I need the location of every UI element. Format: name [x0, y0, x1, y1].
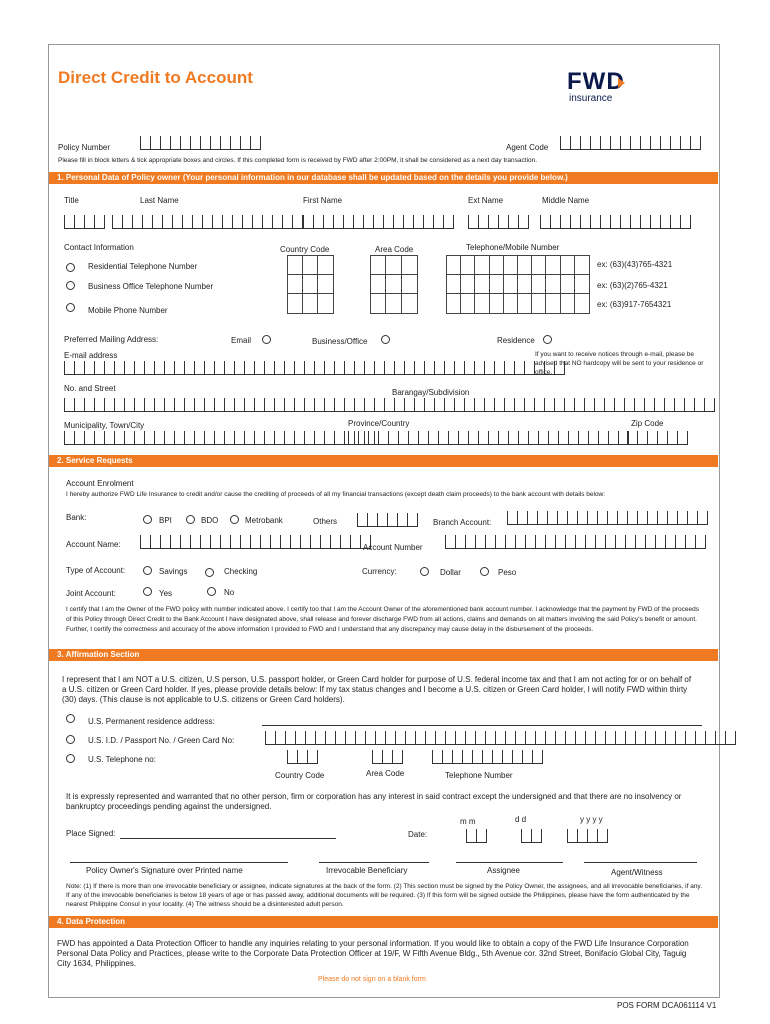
us-id-boxes[interactable]	[265, 731, 736, 745]
us-id-radio[interactable]	[66, 735, 75, 744]
street-boxes[interactable]	[64, 398, 715, 412]
represent-text: I represent that I am NOT a U.S. citizen, U.S person, U.S. passport holder, or Green Card holder for purpose of U.S. federal income tax and that I am not acting for or on behalf of a U.S. citizen or Green Card holder. If yes, please provide details below: If my tax status changes and I become a U.S. citizen or Green Card holder, I will notify FWD within thirty (30) days. (This clause is not applicable to U.S. citizens or Green Card holders).	[62, 675, 692, 704]
contact-info-label: Contact Information	[64, 243, 134, 252]
bpi-label: BPI	[159, 516, 172, 525]
bdo-radio[interactable]	[186, 515, 195, 524]
email-notice: If you want to receive notices through e-mail, please be advised that NO hardcopy will be sent to your residence or office.	[535, 351, 704, 376]
assignee-signature-label: Assignee	[487, 866, 520, 875]
business-label: Business Office Telephone Number	[88, 282, 214, 291]
province-boxes[interactable]	[348, 431, 629, 445]
policy-number-boxes[interactable]	[140, 136, 261, 150]
peso-radio[interactable]	[480, 567, 489, 576]
us-telephone-boxes[interactable]	[432, 750, 543, 764]
account-enrolment-label: Account Enrolment	[66, 479, 134, 488]
account-number-boxes[interactable]	[445, 535, 706, 549]
savings-label: Savings	[159, 567, 188, 576]
form-code: POS FORM DCA061114 V1	[617, 1001, 717, 1010]
example-residential: ex: (63)(43)765-4321	[597, 260, 673, 269]
logo-triangle-icon	[618, 78, 625, 88]
bpi-radio[interactable]	[143, 515, 152, 524]
savings-radio[interactable]	[143, 566, 152, 575]
peso-label: Peso	[498, 568, 517, 577]
mobile-label: Mobile Phone Number	[88, 306, 168, 315]
section3-bar: 3. Affirmation Section	[49, 649, 718, 661]
agent-signature-line[interactable]	[584, 862, 697, 863]
us-area-code-boxes[interactable]	[372, 750, 403, 764]
metrobank-label: Metrobank	[245, 516, 283, 525]
us-tel-label: U.S. Telephone no:	[88, 755, 156, 764]
authorize-text: I hereby authorize FWD Life Insurance to credit and/or cause the crediting of proceeds of all my financial transactions (except death claim proceeds) to the bank account with details below:	[66, 491, 606, 498]
checking-radio[interactable]	[205, 568, 214, 577]
last-name-boxes[interactable]	[112, 215, 303, 229]
section4-bar: 4. Data Protection	[49, 916, 718, 928]
email-address-label: E-mail address	[64, 351, 118, 360]
dollar-radio[interactable]	[420, 567, 429, 576]
date-yyyy-label: y y y y	[580, 815, 603, 824]
example-mobile: ex: (63)917-7654321	[597, 300, 672, 309]
area-code-label: Area Code	[375, 245, 414, 254]
us-address-radio[interactable]	[66, 714, 75, 723]
joint-no-radio[interactable]	[207, 587, 216, 596]
date-label: Date:	[408, 830, 428, 839]
agent-signature-label: Agent/Witness	[611, 868, 663, 877]
date-yyyy-boxes[interactable]	[567, 829, 608, 843]
data-protection-text: FWD has appointed a Data Protection Officer to handle any inquiries relating to your personal information. If you would like to obtain a copy of the FWD Life Insurance Corporation Personal Data Policy and Practices, please write to the Corporate Data Protection Officer at 19/F, W Fifth Avenue Bldg., 5th Avenue cor. 32nd Street, Bonifacio Global City, Taguig City 1634, Philippines.	[57, 939, 689, 968]
logo-subtext: insurance	[569, 93, 613, 104]
beneficiary-signature-label: Irrevocable Beneficiary	[326, 866, 408, 875]
municipality-label: Municipality, Town/City	[64, 421, 145, 430]
ext-name-label: Ext Name	[468, 196, 504, 205]
date-mm-boxes[interactable]	[466, 829, 487, 843]
instructions: Please fill in block letters & tick appropriate boxes and circles. If this completed form is received by FWD after 2:00PM, it shall be considered as a next day transaction.	[58, 157, 538, 164]
last-name-label: Last Name	[140, 196, 179, 205]
zip-boxes[interactable]	[627, 431, 688, 445]
account-number-label: Account Number	[363, 543, 423, 552]
policy-number-label: Policy Number	[58, 143, 111, 152]
country-code-label: Country Code	[280, 245, 330, 254]
business-option-radio[interactable]	[381, 335, 390, 344]
branch-account-boxes[interactable]	[507, 511, 708, 525]
telephone-mobile-label: Telephone/Mobile Number	[466, 243, 560, 252]
email-option-label: Email	[231, 336, 252, 345]
joint-yes-label: Yes	[159, 589, 173, 598]
date-dd-boxes[interactable]	[521, 829, 542, 843]
bank-label: Bank:	[66, 513, 87, 522]
owner-signature-label: Policy Owner's Signature over Printed name	[86, 866, 243, 875]
agent-code-boxes[interactable]	[560, 136, 701, 150]
warranted-text: It is expressly represented and warranted that no other person, firm or corporation has any interest in said contract except the undersigned and that there are no insolvency or bankruptcy proceedings pending against the undersigned.	[66, 792, 682, 811]
joint-no-label: No	[224, 588, 235, 597]
beneficiary-signature-line[interactable]	[319, 862, 429, 863]
currency-label: Currency:	[362, 567, 397, 576]
telephone-grid[interactable]	[446, 255, 590, 314]
account-name-boxes[interactable]	[140, 535, 371, 549]
us-tel-radio[interactable]	[66, 754, 75, 763]
residence-option-radio[interactable]	[543, 335, 552, 344]
zip-label: Zip Code	[631, 419, 664, 428]
others-label: Others	[313, 517, 338, 526]
joint-yes-radio[interactable]	[143, 587, 152, 596]
section1-bar: 1. Personal Data of Policy owner (Your personal information in our database shall be updated based on the details you provide below.)	[49, 172, 718, 184]
middle-name-label: Middle Name	[542, 196, 590, 205]
others-boxes[interactable]	[357, 513, 418, 527]
mobile-radio[interactable]	[66, 303, 75, 312]
place-signed-line[interactable]	[120, 838, 336, 839]
us-country-code-boxes[interactable]	[287, 750, 318, 764]
dollar-label: Dollar	[440, 568, 461, 577]
first-name-boxes[interactable]	[303, 215, 454, 229]
barangay-label: Barangay/Subdivision	[392, 388, 470, 397]
middle-name-boxes[interactable]	[540, 215, 691, 229]
preferred-mailing-label: Preferred Mailing Address:	[64, 335, 159, 344]
us-address-label: U.S. Permanent residence address:	[88, 717, 215, 726]
blank-form-warning: Please do not sign on a blank form	[318, 976, 426, 983]
date-dd-label: d d	[515, 815, 527, 824]
certify-text: I certify that I am the Owner of the FWD policy with number indicated above. I certify too that I am the Account Owner of the aforementioned bank account number. I acknowledge that the payment by FWD of the proceeds of this Policy through Direct Credit to the Bank Account I have designated above, shall release and forever discharge FWD from all actions, claims and demands on all matters involving the said Policy's benefit or amount. Further, I certify the correctness and accuracy of the above information I provided to FWD and I understand that any discrepancy may cause delay in the disbursement of the proceeds.	[66, 606, 699, 633]
us-id-label: U.S. I.D. / Passport No. / Green Card No:	[88, 736, 235, 745]
us-address-line[interactable]	[262, 725, 702, 726]
form-title: Direct Credit to Account	[58, 68, 253, 87]
area-code-grid[interactable]	[370, 255, 418, 314]
account-name-label: Account Name:	[66, 540, 121, 549]
title-label: Title	[64, 196, 79, 205]
residential-label: Residential Telephone Number	[88, 262, 198, 271]
owner-signature-line[interactable]	[70, 862, 288, 863]
country-code-grid[interactable]	[287, 255, 334, 314]
first-name-label: First Name	[303, 196, 343, 205]
example-business: ex: (63)(2)765-4321	[597, 281, 668, 290]
title-boxes[interactable]	[64, 215, 105, 229]
checking-label: Checking	[224, 567, 258, 576]
no-street-label: No. and Street	[64, 384, 116, 393]
us-country-code-label: Country Code	[275, 771, 325, 780]
logo-text: FWD	[567, 68, 625, 95]
email-address-boxes[interactable]	[64, 361, 565, 375]
us-telephone-label: Telephone Number	[445, 771, 513, 780]
date-mm-label: m m	[460, 817, 476, 826]
section2-bar: 2. Service Requests	[49, 455, 718, 467]
agent-code-label: Agent Code	[506, 143, 549, 152]
signature-note: Note: (1) If there is more than one irrevocable beneficiary or assignee, indicate signatures at the back of the form. (2) This section must be signed by the Policy Owner, the assignees, and all irrevocable beneficiaries, if any. If any of the irrevocable beneficiaries is below 18 years of age or has passed away, additional documents will be required. (3) If this form will be signed outside the Philippines, please have the form authenticated by the nearest Philippine Consul in your locality. (4) The witness should be a disinterested adult person.	[66, 883, 703, 908]
residence-option-label: Residence	[497, 336, 535, 345]
fwd-logo	[567, 70, 639, 104]
municipality-boxes[interactable]	[64, 431, 375, 445]
metrobank-radio[interactable]	[230, 515, 239, 524]
residential-radio[interactable]	[66, 263, 75, 272]
joint-account-label: Joint Account:	[66, 589, 116, 598]
email-option-radio[interactable]	[262, 335, 271, 344]
branch-account-label: Branch Account:	[433, 518, 492, 527]
place-signed-label: Place Signed:	[66, 829, 116, 838]
type-of-account-label: Type of Account:	[66, 566, 126, 575]
us-area-code-label: Area Code	[366, 769, 405, 778]
business-radio[interactable]	[66, 281, 75, 290]
bdo-label: BDO	[201, 516, 219, 525]
province-label: Province/Country	[348, 419, 410, 428]
business-option-label: Business/Office	[312, 337, 368, 346]
assignee-signature-line[interactable]	[456, 862, 563, 863]
ext-name-boxes[interactable]	[468, 215, 529, 229]
